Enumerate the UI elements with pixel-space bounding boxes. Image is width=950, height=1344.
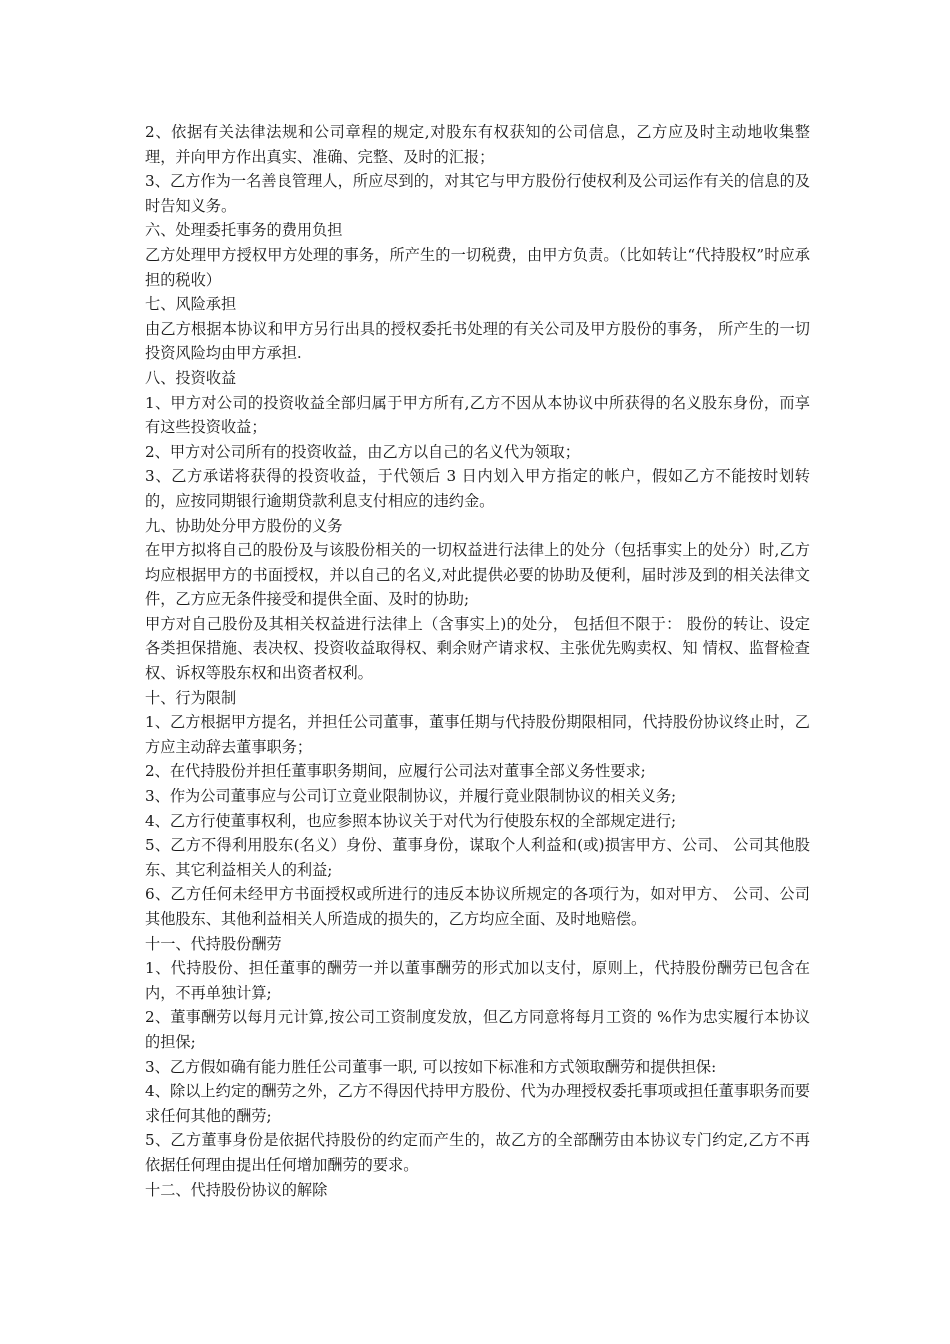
paragraph-restriction-item-6: 6、乙方任何未经甲方书面授权或所进行的违反本协议所规定的各项行为，如对甲方、 公司、公司其他股东、其他利益相关人所造成的损失的，乙方均应全面、及时地赔偿。 [145, 885, 810, 928]
document-body [145, 120, 810, 1202]
paragraph-income-item-2: 2、甲方对公司所有的投资收益，由乙方以自己的名义代为领取； [145, 442, 580, 461]
paragraph-restriction-item-1: 1、乙方根据甲方提名，并担任公司董事，董事任期与代持股份期限相同，代持股份协议终止时，乙方应主动辞去董事职务； [145, 713, 810, 756]
paragraph-restriction-item-3: 3、作为公司董事应与公司订立竟业限制协议，并履行竟业限制协议的相关义务; [145, 787, 677, 806]
section-heading-11: 十一、代持股份酬劳 [145, 934, 282, 953]
paragraph-restriction-item-4: 4、乙方行使董事权利，也应参照本协议关于对代为行使股东权的全部规定进行; [145, 811, 677, 830]
section-heading-10: 十、行为限制 [145, 688, 237, 707]
paragraph-risk-bearing: 由乙方根据本协议和甲方另行出具的授权委托书处理的有关公司及甲方股份的事务， 所产生的一切投资风险均由甲方承担. [145, 319, 810, 363]
paragraph-remuneration-item-3: 3、乙方假如确有能力胜任公司董事一职, 可以按如下标准和方式领取酬劳和提供担保: [145, 1057, 717, 1076]
paragraph-disposal-scope: 甲方对自己股份及其相关权益进行法律上（含事实上)的处分， 包括但不限于： 股份的转让、设定各类担保措施、表决权、投资收益取得权、剩余财产请求权、主张优先购卖权、知 情权、监督检查权、诉权等股东权和出资者权利。 [145, 614, 810, 683]
paragraph-restriction-item-5: 5、乙方不得利用股东(名义）身份、董事身份，谋取个人利益和(或)损害甲方、公司、 公司其他股东、其它利益相关人的利益; [145, 836, 810, 879]
paragraph-income-item-1: 1、甲方对公司的投资收益全部归属于甲方所有,乙方不因从本协议中所获得的名义股东身份，而享有这些投资收益； [145, 393, 810, 437]
section-heading-12: 十二、代持股份协议的解除 [145, 1180, 328, 1199]
paragraph-item-2-info-report: 2、依据有关法律法规和公司章程的规定,对股东有权获知的公司信息，乙方应及时主动地收集整理，并向甲方作出真实、准确、完整、及时的汇报； [145, 123, 810, 166]
section-heading-6: 六、处理委托事务的费用负担 [145, 221, 343, 240]
paragraph-remuneration-item-4: 4、除以上约定的酬劳之外，乙方不得因代持甲方股份、代为办理授权委托事项或担任董事职务而要求任何其他的酬劳; [145, 1082, 810, 1125]
section-heading-7: 七、风险承担 [145, 295, 237, 314]
paragraph-remuneration-item-1: 1、代持股份、担任董事的酬劳一并以董事酬劳的形式加以支付，原则上，代持股份酬劳已包含在内，不再单独计算; [145, 959, 810, 1002]
paragraph-item-3-inform-duty: 3、乙方作为一名善良管理人，所应尽到的，对其它与甲方股份行使权利及公司运作有关的信息的及时告知义务。 [145, 172, 810, 215]
paragraph-disposal-assist: 在甲方拟将自己的股份及与该股份相关的一切权益进行法律上的处分（包括事实上的处分）时,乙方均应根据甲方的书面授权，并以自己的名义,对此提供必要的协助及便利，届时涉及到的相关法律文件，乙方应无条件接受和提供全面、及时的协助; [145, 541, 810, 609]
paragraph-restriction-item-2: 2、在代持股份并担任董事职务期间，应履行公司法对董事全部义务性要求; [145, 762, 646, 781]
paragraph-remuneration-item-2: 2、董事酬劳以每月元计算,按公司工资制度发放，但乙方同意将每月工资的 %作为忠实履行本协议的担保; [145, 1008, 810, 1051]
section-heading-8: 八、投资收益 [145, 368, 237, 387]
paragraph-income-item-3: 3、乙方承诺将获得的投资收益，于代领后 3 日内划入甲方指定的帐户，假如乙方不能按时划转的，应按同期银行逾期贷款利息支付相应的违约金。 [145, 467, 810, 510]
section-heading-9: 九、协助处分甲方股份的义务 [145, 516, 343, 535]
paragraph-expense-burden: 乙方处理甲方授权甲方处理的事务，所产生的一切税费，由甲方负责。（比如转让“代持股权”时应承担的税收） [145, 245, 810, 289]
paragraph-remuneration-item-5: 5、乙方董事身份是依据代持股份的约定而产生的，故乙方的全部酬劳由本协议专门约定,乙方不再依据任何理由提出任何增加酬劳的要求。 [145, 1131, 810, 1174]
